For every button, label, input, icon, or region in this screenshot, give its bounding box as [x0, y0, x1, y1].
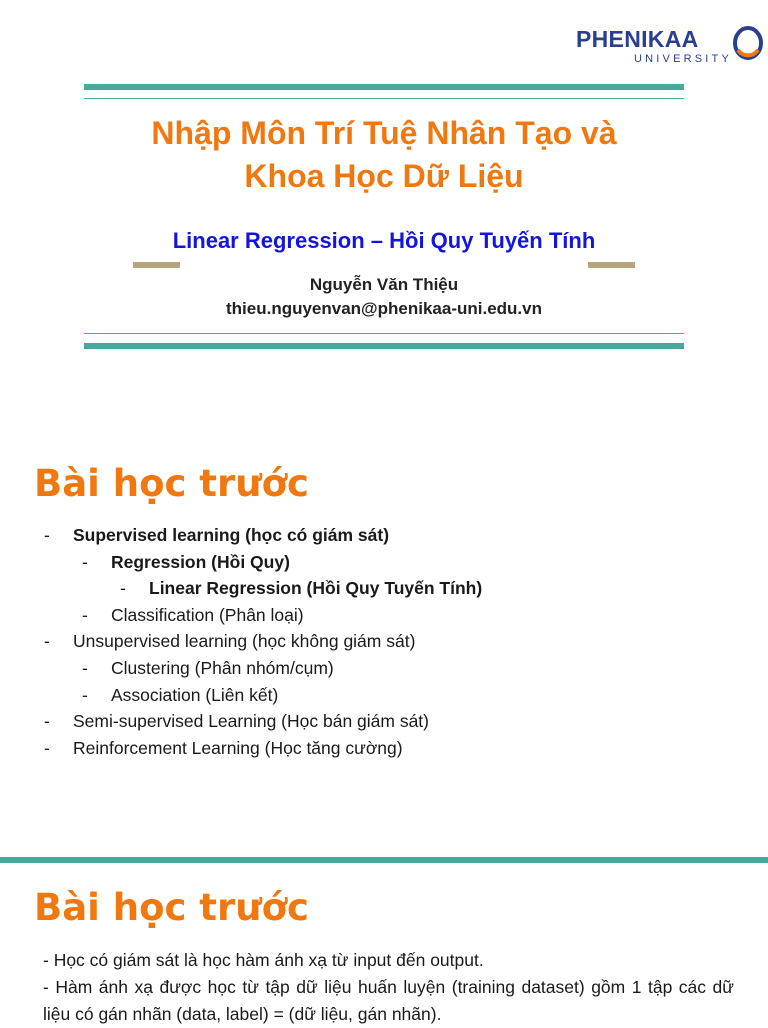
bottom-thick-bar [84, 343, 684, 349]
bullet-dash: - [44, 525, 50, 545]
paragraph [43, 947, 734, 1028]
logo-ring-icon [732, 24, 764, 62]
top-thin-bar [84, 98, 684, 99]
bullet-dash: - [120, 578, 126, 599]
author-block [0, 273, 768, 321]
logo-subtitle: UNIVERSITY [634, 53, 733, 65]
list-item-text: Regression (Hồi Quy) [111, 551, 290, 572]
section-heading: Bài học trước [34, 462, 309, 505]
list-item-text: Supervised learning (học có giám sát) [73, 525, 390, 545]
slide-title [0, 112, 768, 198]
list-item-text: Unsupervised learning (học không giám sát) [73, 631, 416, 652]
phenikaa-logo [576, 22, 766, 68]
bottom-thin-bar [84, 333, 684, 334]
list-item-text: Semi-supervised Learning (Học bán giám sát) [73, 711, 429, 732]
author-email: thieu.nguyenvan@phenikaa-uni.edu.vn [225, 299, 542, 318]
title-line-1: Nhập Môn Trí Tuệ Nhân Tạo và [151, 115, 617, 151]
bullet-dash: - [82, 658, 88, 678]
left-accent-bar [133, 262, 180, 268]
list-item-text: Reinforcement Learning (Học tăng cường) [73, 737, 403, 758]
bullet-dash: - [44, 737, 50, 758]
logo-wordmark: PHENIKAA [576, 26, 699, 52]
right-accent-bar [588, 262, 635, 268]
bullet-dash: - [82, 604, 88, 625]
bullet-dash: - [44, 711, 50, 732]
list-item-text: Association (Liên kết) [111, 684, 279, 705]
bullet-dash: - [44, 631, 50, 652]
title-line-2: Khoa Học Dữ Liệu [244, 158, 524, 194]
slide-subtitle: Linear Regression – Hồi Quy Tuyến Tính [172, 228, 596, 253]
list-item-text: Clustering (Phân nhóm/cụm) [111, 658, 334, 678]
bullet-dash: - [82, 684, 88, 705]
author-name: Nguyễn Văn Thiệu [309, 275, 459, 294]
paragraph-line-2: - Hàm ánh xạ được học từ tập dữ liệu huấn luyện (training dataset) gồm 1 tập các dữ liệu có gán nhãn (data, label) = (dữ liệu, gán nhãn). [43, 977, 734, 1024]
slide-divider [0, 857, 768, 863]
section-heading-2: Bài học trước [34, 886, 309, 929]
bullet-dash: - [82, 551, 88, 572]
top-thick-bar [84, 84, 684, 90]
list-item-text: Classification (Phân loại) [111, 604, 304, 625]
list-item-text: Linear Regression (Hồi Quy Tuyến Tính) [149, 578, 483, 599]
paragraph-line-1: - Học có giám sát là học hàm ánh xạ từ input đến output. [43, 950, 484, 970]
